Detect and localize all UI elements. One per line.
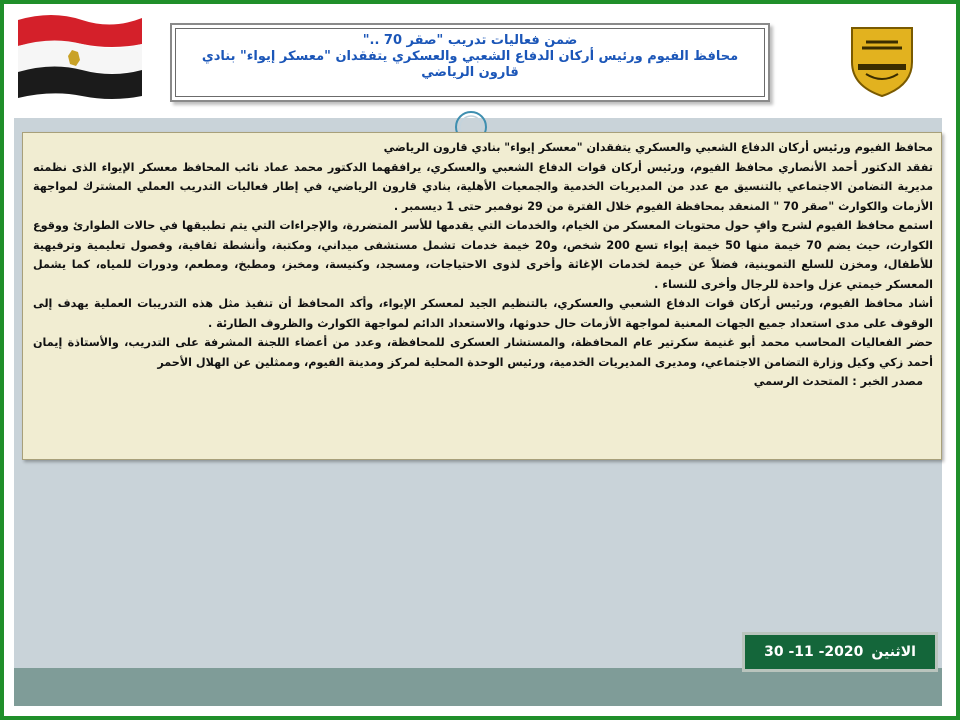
date-label: 30 -11 -2020	[764, 644, 864, 660]
news-source: مصدر الخبر : المتحدث الرسمي	[753, 375, 923, 388]
governorate-logo-icon	[842, 14, 922, 98]
title-line-2: محافظ الفيوم ورئيس أركان الدفاع الشعبي والعسكري يتفقدان "معسكر إيواء" بنادي قارون الرياضي	[201, 49, 739, 80]
body-paragraph: استمع محافظ الفيوم لشرح وافٍ حول محتويات المعسكر من الخيام، والخدمات التي يقدمها للأسر المتضررة، والإجراءات التي يتم تطبيقها في حالات الطوارئ ووقوع الكوارث، حيث يضم 70 خيمة منها 50 خيمة إيواء تسع 200 شخص، و20 خيمة خدمات تشمل مستشفى ميداني، ومكتبة، وأنشطة ثقافية، وفصول تعليمية وترفيهية للأطفال، ومخزن للسلع التموينية، فضلاً عن خيمة لخدمات الإغاثة وأخرى لذوى الاحتياجات، ومسجد، وكنيسة، ومخبز، ومطبخ، ومطعم، ودورات للمياه، كما يشمل المعسكر خيمتي عزل واحدة للرجال وأخرى للنساء .	[33, 219, 933, 291]
news-body	[22, 132, 942, 460]
day-label: الاثنين	[871, 644, 916, 660]
title-line-1: ضمن فعاليات تدريب "صقر 70 .."	[362, 33, 578, 48]
body-paragraph: حضر الفعاليات المحاسب محمد أبو غنيمة سكرتير عام المحافظة، والمستشار العسكرى للمحافظة، وعدد من أعضاء اللجنة المشرفة على التدريب، والأستاذة إيمان أحمد زكي وكيل وزارة التضامن الاجتماعي، ومديرى المديريات الخدمية، ورئيس الوحدة المحلية لمركز ومدينة الفيوم، وممثلين عن الهلال الأحمر	[33, 336, 933, 369]
title-box	[170, 23, 770, 102]
bottom-stripe	[14, 668, 942, 706]
body-paragraph: تفقد الدكتور أحمد الأنصاري محافظ الفيوم، ورئيس أركان قوات الدفاع الشعبي والعسكري، يرافقهما الدكتور محمد عماد نائب المحافظ معسكر الإيواء الذى نظمته مديرية التضامن الاجتماعي بالتنسيق مع عدد من المديريات الخدمية والجمعيات الأهلية، بنادي قارون الرياضي، في إطار فعاليات التدريب العملي المشترك لمواجهة الأزمات والكوارث "صقر 70 " المنعقد بمحافظة الفيوم خلال الفترة من 29 نوفمبر حتى 1 ديسمبر .	[33, 160, 933, 213]
body-paragraph: أشاد محافظ الفيوم، ورئيس أركان قوات الدفاع الشعبي والعسكري، بالتنظيم الجيد لمعسكر الإيواء، وأكد المحافظ أن تنفيذ مثل هذه التدريبات العملية يهدف إلى الوقوف على مدى استعداد جميع الجهات المعنية لمواجهة الأزمات حال حدوثها، والاستعداد الدائم لمواجهة الكوارث والظروف الطارئة .	[33, 297, 933, 330]
date-badge	[742, 632, 938, 672]
body-heading: محافظ الفيوم ورئيس أركان الدفاع الشعبي والعسكري يتفقدان "معسكر إيواء" بنادي قارون الرياضي	[383, 141, 933, 154]
egypt-flag-icon	[12, 10, 148, 102]
